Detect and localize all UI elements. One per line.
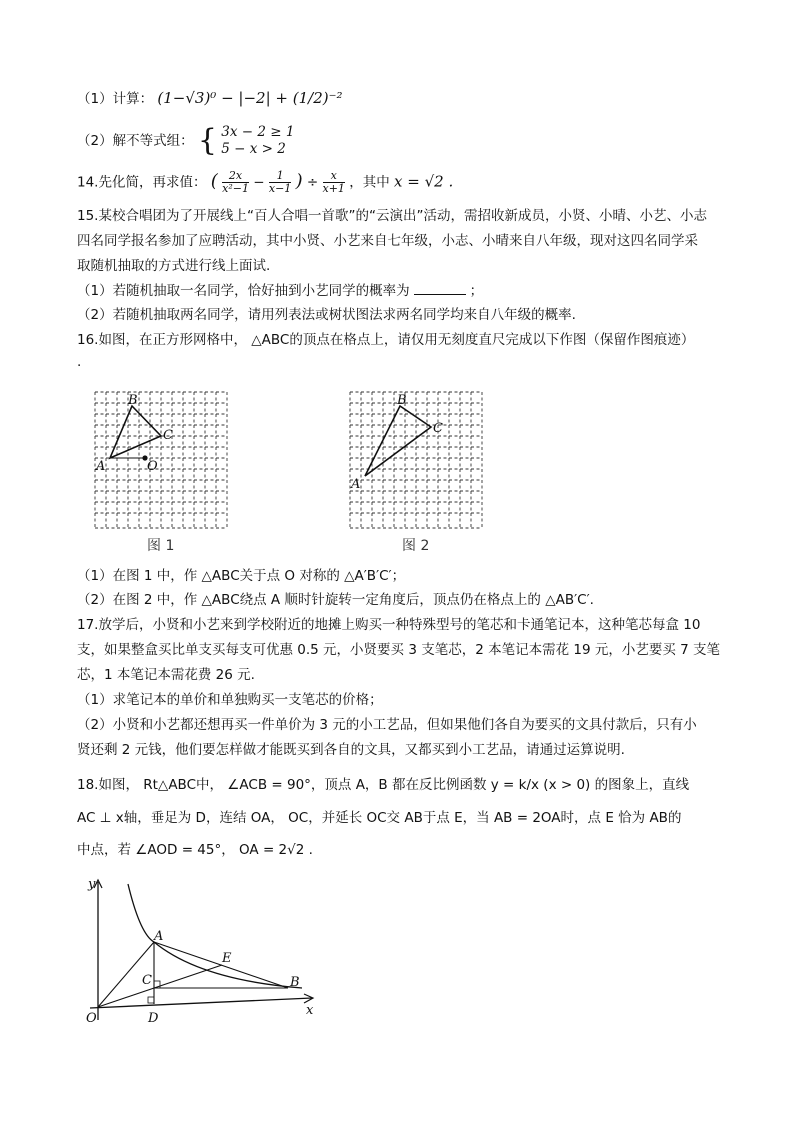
fraction-2x: $\frac{2x}{\text{x²−1}}$	[222, 169, 249, 195]
q16-part2: （2）在图 2 中，作 △ABC绕点 A 顺时针旋转一定角度后，顶点仍在格点上的 △AB′C′.	[77, 592, 594, 608]
figure-1	[90, 388, 240, 558]
q18-line3: 中点，若 ∠AOD = 45°， OA = 2√2 .	[77, 842, 313, 858]
q13-part2	[77, 124, 294, 158]
q13-part1-expr: (1−√3)⁰ − |−2| + (1/2)⁻²	[157, 89, 343, 107]
q15-part1-text: （1）若随机抽取一名同学，恰好抽到小艺同学的概率为	[77, 283, 410, 299]
q17-part2: （2）小贤和小艺都还想再买一件单价为 3 元的小工艺品，但如果他们各自为要买的文具付款后，只有小	[77, 717, 697, 733]
inequality-system	[221, 124, 294, 158]
q15-line2: 四名同学报名参加了应聘活动，其中小贤、小艺来自七年级，小志、小晴来自八年级，现对这四名同学采	[77, 233, 698, 249]
label-point-c: C	[142, 973, 152, 988]
label-b: B	[128, 393, 138, 408]
label-c-2: C	[433, 421, 443, 436]
q17-part2b: 贤还剩 2 元钱，他们要怎样做才能既买到各自的文具，又都买到小工艺品，请通过运算说明.	[77, 742, 625, 758]
inequality-1: 3x − 2 ≥ 1	[221, 124, 295, 140]
grid-1	[95, 392, 227, 528]
q15-line3: 取随机抽取的方式进行线上面试.	[77, 258, 271, 274]
q15-part1-end: ；	[469, 283, 484, 299]
label-point-a: A	[154, 929, 164, 944]
label-point-d: D	[148, 1011, 159, 1026]
q14-prefix: 14.先化简，再求值：	[77, 174, 207, 191]
divide-sign: ÷	[306, 174, 319, 191]
q15-part2: （2）若随机抽取两名同学，请用列表法或树状图法求两名同学均来自八年级的概率.	[77, 307, 576, 323]
answer-blank	[414, 294, 466, 295]
fraction-x: $\frac{x}{x+1}$	[322, 169, 345, 195]
right-angle-mark-d	[148, 997, 154, 1003]
label-point-b: B	[290, 975, 300, 990]
q15-part1	[77, 281, 483, 301]
label-origin: O	[86, 1011, 97, 1026]
grid-2	[350, 392, 482, 528]
q14-paren-close: )	[295, 170, 303, 192]
figure-2-caption: 图 2	[402, 538, 430, 554]
q16-part1: （1）在图 1 中，作 △ABC关于点 O 对称的 △A′B′C′；	[77, 568, 406, 584]
q14-suffix: ，其中	[349, 174, 390, 191]
q16-line2: .	[77, 354, 82, 370]
q17-line1: 17.放学后，小贤和小艺来到学校附近的地摊上购买一种特殊型号的笔芯和卡通笔记本，这种笔芯每盒 10	[77, 617, 701, 633]
inequality-2: 5 − x > 2	[221, 141, 286, 157]
label-point-e: E	[222, 951, 232, 966]
q15-line1: 15.某校合唱团为了开展线上“百人合唱一首歌”的“云演出”活动，需招收新成员，小贤、小晴、小艺、小志	[77, 208, 707, 224]
label-c: C	[163, 428, 173, 443]
label-a-2: A	[351, 477, 361, 492]
figure-1-caption: 图 1	[147, 538, 175, 554]
label-o: O	[147, 459, 158, 474]
minus-sign: −	[253, 174, 269, 191]
x-axis	[90, 998, 312, 1008]
q13-part1-label: （1）计算：	[77, 91, 154, 107]
q14-paren-open: (	[210, 170, 218, 192]
label-b-2: B	[397, 393, 407, 408]
q14	[77, 170, 453, 195]
q13-part1	[77, 88, 343, 109]
q14-value: x = √2 .	[394, 172, 454, 191]
q18-line1: 18.如图， Rt△ABC中， ∠ACB = 90°，顶点 A，B 都在反比例函数 y = k/x (x > 0) 的图象上，直线	[77, 777, 690, 793]
q18-line2: AC ⊥ x轴，垂足为 D，连结 OA， OC，并延长 OC交 AB于点 E，当 AB = 2OA时，点 E 恰为 AB的	[77, 810, 682, 826]
figure-q18	[80, 870, 320, 1040]
q13-part2-label: （2）解不等式组：	[77, 133, 194, 149]
fraction-1: $\frac{1}{x-1}$	[268, 169, 292, 195]
label-x: x	[306, 1003, 314, 1018]
label-a: A	[96, 459, 106, 474]
triangle-abc-2	[365, 406, 431, 476]
q17-part1: （1）求笔记本的单价和单独购买一支笔芯的价格；	[77, 692, 383, 708]
q16-line1: 16.如图，在正方形网格中， △ABC的顶点在格点上，请仅用无刻度直尺完成以下作图（保留作图痕迹）	[77, 332, 695, 348]
q17-line2: 支，如果整盒买比单支买每支可优惠 0.5 元，小贤要买 3 支笔芯，2 本笔记本需花 19 元，小艺要买 7 支笔	[77, 642, 721, 658]
left-brace: {	[197, 123, 217, 158]
q17-line3: 芯，1 本笔记本需花费 26 元.	[77, 667, 255, 683]
label-y: y	[88, 877, 96, 892]
figure-2	[345, 388, 495, 558]
